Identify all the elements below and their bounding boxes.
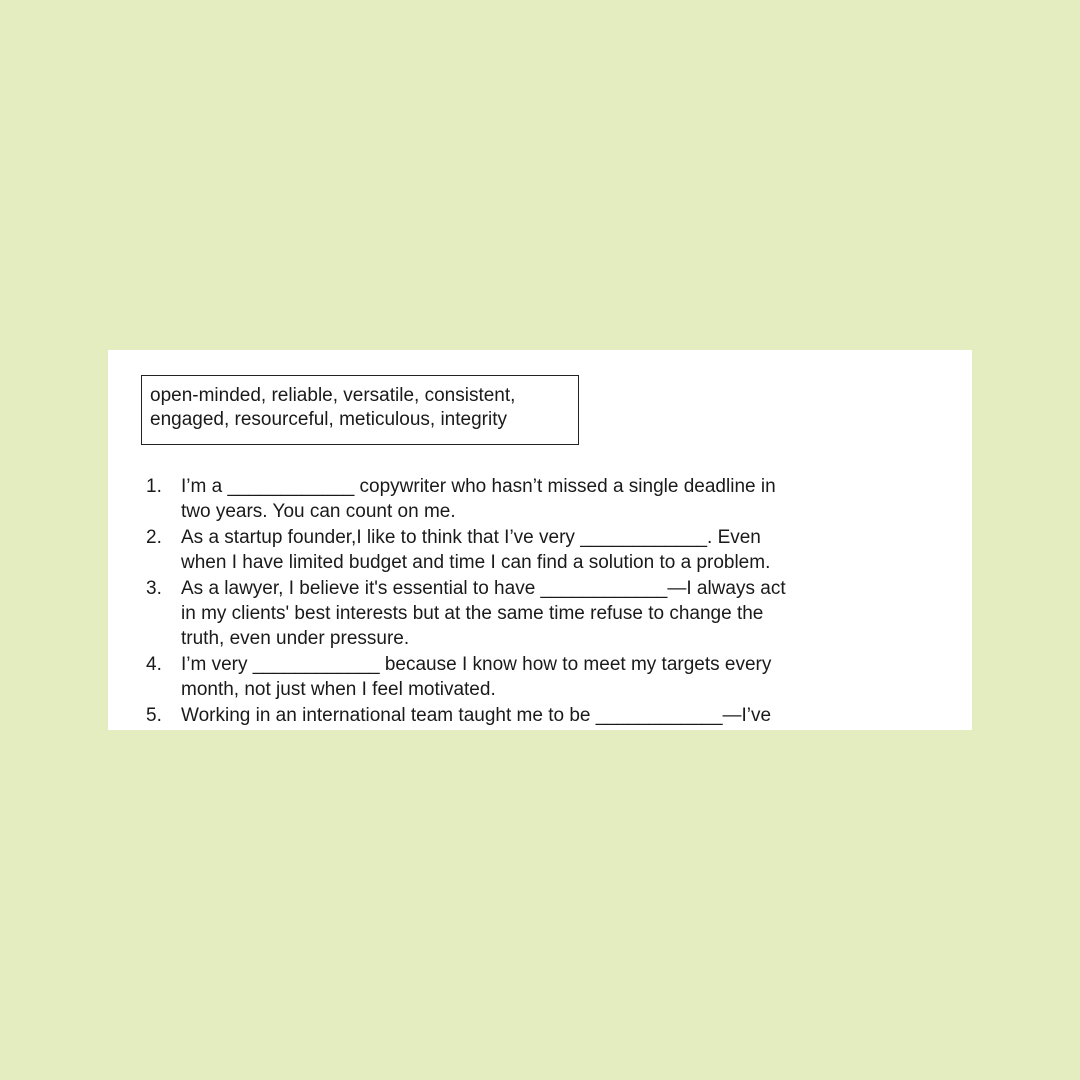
exercise-item-5 — [144, 703, 944, 728]
item-text-line: when I have limited budget and time I can find a solution to a problem. — [181, 552, 771, 573]
item-text-line: As a startup founder,I like to think that I’ve very ____________. Even — [181, 527, 761, 548]
word-bank-box — [141, 375, 579, 445]
worksheet-card — [108, 350, 972, 730]
item-number: 1. — [146, 476, 162, 497]
item-text-line: I’m very ____________ because I know how to meet my targets every — [181, 654, 772, 675]
exercise-item-1 — [144, 474, 944, 524]
item-text-line: two years. You can count on me. — [181, 501, 456, 522]
word-bank-line: engaged, resourceful, meticulous, integrity — [150, 409, 507, 430]
word-bank-line: open-minded, reliable, versatile, consistent, — [150, 385, 516, 406]
exercise-item-3 — [144, 576, 944, 651]
item-text-line: I’m a ____________ copywriter who hasn’t missed a single deadline in — [181, 476, 776, 497]
item-text-line: month, not just when I feel motivated. — [181, 679, 496, 700]
item-number: 4. — [146, 654, 162, 675]
item-text-line: truth, even under pressure. — [181, 628, 410, 649]
item-number: 5. — [146, 705, 162, 726]
exercise-list — [144, 474, 944, 729]
item-number: 3. — [146, 578, 162, 599]
item-number: 2. — [146, 527, 162, 548]
item-text-line: As a lawyer, I believe it's essential to have ____________—I always act — [181, 578, 786, 599]
exercise-item-4 — [144, 652, 944, 702]
exercise-item-2 — [144, 525, 944, 575]
item-text-line: Working in an international team taught me to be ____________—I’ve — [181, 705, 772, 726]
item-text-line: in my clients' best interests but at the same time refuse to change the — [181, 603, 764, 624]
